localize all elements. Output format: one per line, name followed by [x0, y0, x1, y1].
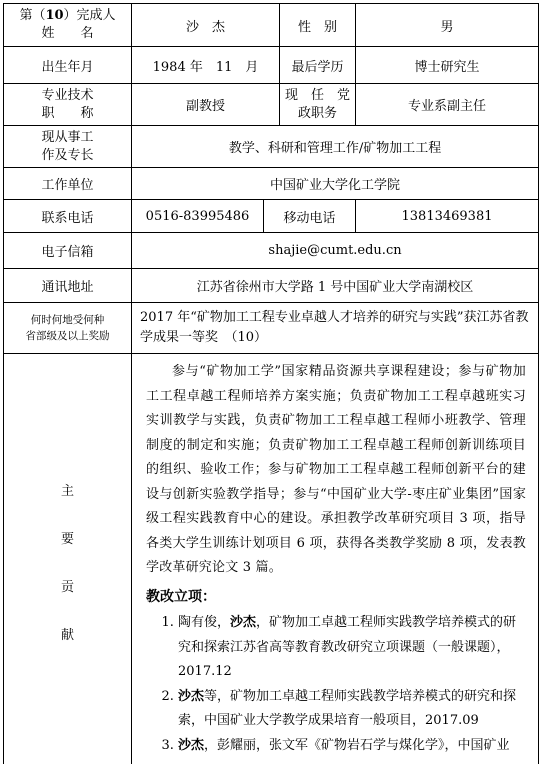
reform-projects-list	[146, 611, 526, 758]
contrib-label-char: 要	[60, 531, 74, 547]
row-name	[4, 4, 539, 47]
row-birth	[4, 47, 539, 84]
list-item: 1. 陶有俊，沙杰，矿物加工卓越工程师实践教学培养模式的研究和探索江苏省高等教育教改研究立项课题（一般课题），2017.12	[178, 611, 526, 685]
row-address	[4, 269, 539, 303]
education-value: 博士研究生	[356, 47, 539, 84]
label-prefix: 第（	[19, 8, 46, 23]
awards-label-line2: 省部级及以上奖励	[25, 330, 110, 342]
education-label: 最后学历	[280, 47, 356, 84]
name-value: 沙 杰	[132, 4, 280, 47]
mobile-value: 13813469381	[356, 200, 539, 233]
row-employer	[4, 168, 539, 200]
contrib-content	[132, 354, 539, 764]
address-value: 江苏省徐州市大学路 1 号中国矿业大学南湖校区	[132, 269, 539, 303]
label-suffix: ）完成人	[63, 8, 116, 23]
highlighted-author: 沙杰	[178, 737, 205, 753]
post-label-cell	[280, 84, 356, 126]
title-label-cell	[4, 84, 132, 126]
phone-value: 0516-83995486	[132, 200, 264, 233]
post-label-line2: 政职务	[298, 105, 338, 121]
contrib-label-cell	[4, 354, 132, 764]
name-label: 姓 名	[41, 26, 94, 41]
mobile-label: 移动电话	[264, 200, 356, 233]
row-contributions	[4, 354, 539, 764]
expertise-label-line2: 作及专长	[41, 147, 94, 163]
row-email	[4, 233, 539, 269]
employer-label: 工作单位	[4, 168, 132, 200]
highlighted-author: 沙杰	[230, 615, 257, 630]
row-phone	[4, 200, 539, 233]
row-title	[4, 84, 539, 126]
personal-info-table	[3, 3, 539, 764]
row-expertise	[4, 126, 539, 168]
birth-label: 出生年月	[4, 47, 132, 84]
awards-label-line1: 何时何地受何种	[30, 314, 105, 326]
title-value: 副教授	[132, 84, 280, 126]
contrib-label-char: 主	[60, 483, 74, 499]
post-label-line1: 现 任 党	[285, 87, 351, 103]
gender-label: 性 别	[280, 4, 356, 47]
employer-value: 中国矿业大学化工学院	[132, 168, 539, 200]
email-label: 电子信箱	[4, 233, 132, 269]
contrib-label-char: 贡	[60, 579, 74, 595]
row-awards	[4, 303, 539, 354]
address-label: 通讯地址	[4, 269, 132, 303]
reform-projects-heading: 教改立项：	[146, 588, 216, 605]
contrib-label-char: 献	[60, 627, 74, 643]
awards-label-cell	[4, 303, 132, 354]
contributor-rank: 10	[45, 8, 64, 23]
highlighted-author: 沙杰	[178, 688, 205, 704]
expertise-label-cell	[4, 126, 132, 168]
awards-value: 2017 年“矿物加工工程专业卓越人才培养的研究与实践”获江苏省教学成果一等奖 （10）	[132, 303, 539, 354]
birth-value: 1984 年 11 月	[132, 47, 280, 84]
post-value: 专业系副主任	[356, 84, 539, 126]
email-value: shajie@cumt.edu.cn	[132, 233, 539, 269]
contrib-paragraph: 参与“矿物加工学”国家精品资源共享课程建设；参与矿物加工工程卓越工程师培养方案实施；负责矿物加工工程卓越班实习实训教学与实践，负责矿物加工工程卓越工程师小班教学、管理制度的制定和实施；负责矿物加工工程卓越工程师创新训练项目的组织、验收工作；参与矿物加工工程卓越工程师创新平台的建设与创新实验教学指导；参与“中国矿业大学-枣庄矿业集团”国家级工程实践教育中心的建设。承担教学改革研究项目 3 项，指导各类大学生训练计划项目 6 项，获得各类教学奖励 8 项，发表教学改革研究论文 3 篇。	[146, 364, 527, 575]
expertise-value: 教学、科研和管理工作/矿物加工工程	[132, 126, 539, 168]
list-item: 2. 沙杰等，矿物加工卓越工程师实践教学培养模式的研究和探索，中国矿业大学教学成果培育一般项目，2017.09	[178, 685, 526, 734]
list-item: 3. 沙杰，彭耀丽，张文军《矿物岩石学与煤化学》，中国矿业	[178, 734, 526, 759]
gender-value: 男	[356, 4, 539, 47]
title-label-line1: 专业技术	[41, 87, 94, 103]
phone-label: 联系电话	[4, 200, 132, 233]
title-label-line2: 职 称	[41, 105, 94, 121]
expertise-label-line1: 现从事工	[41, 129, 94, 145]
name-label-cell	[4, 4, 132, 47]
